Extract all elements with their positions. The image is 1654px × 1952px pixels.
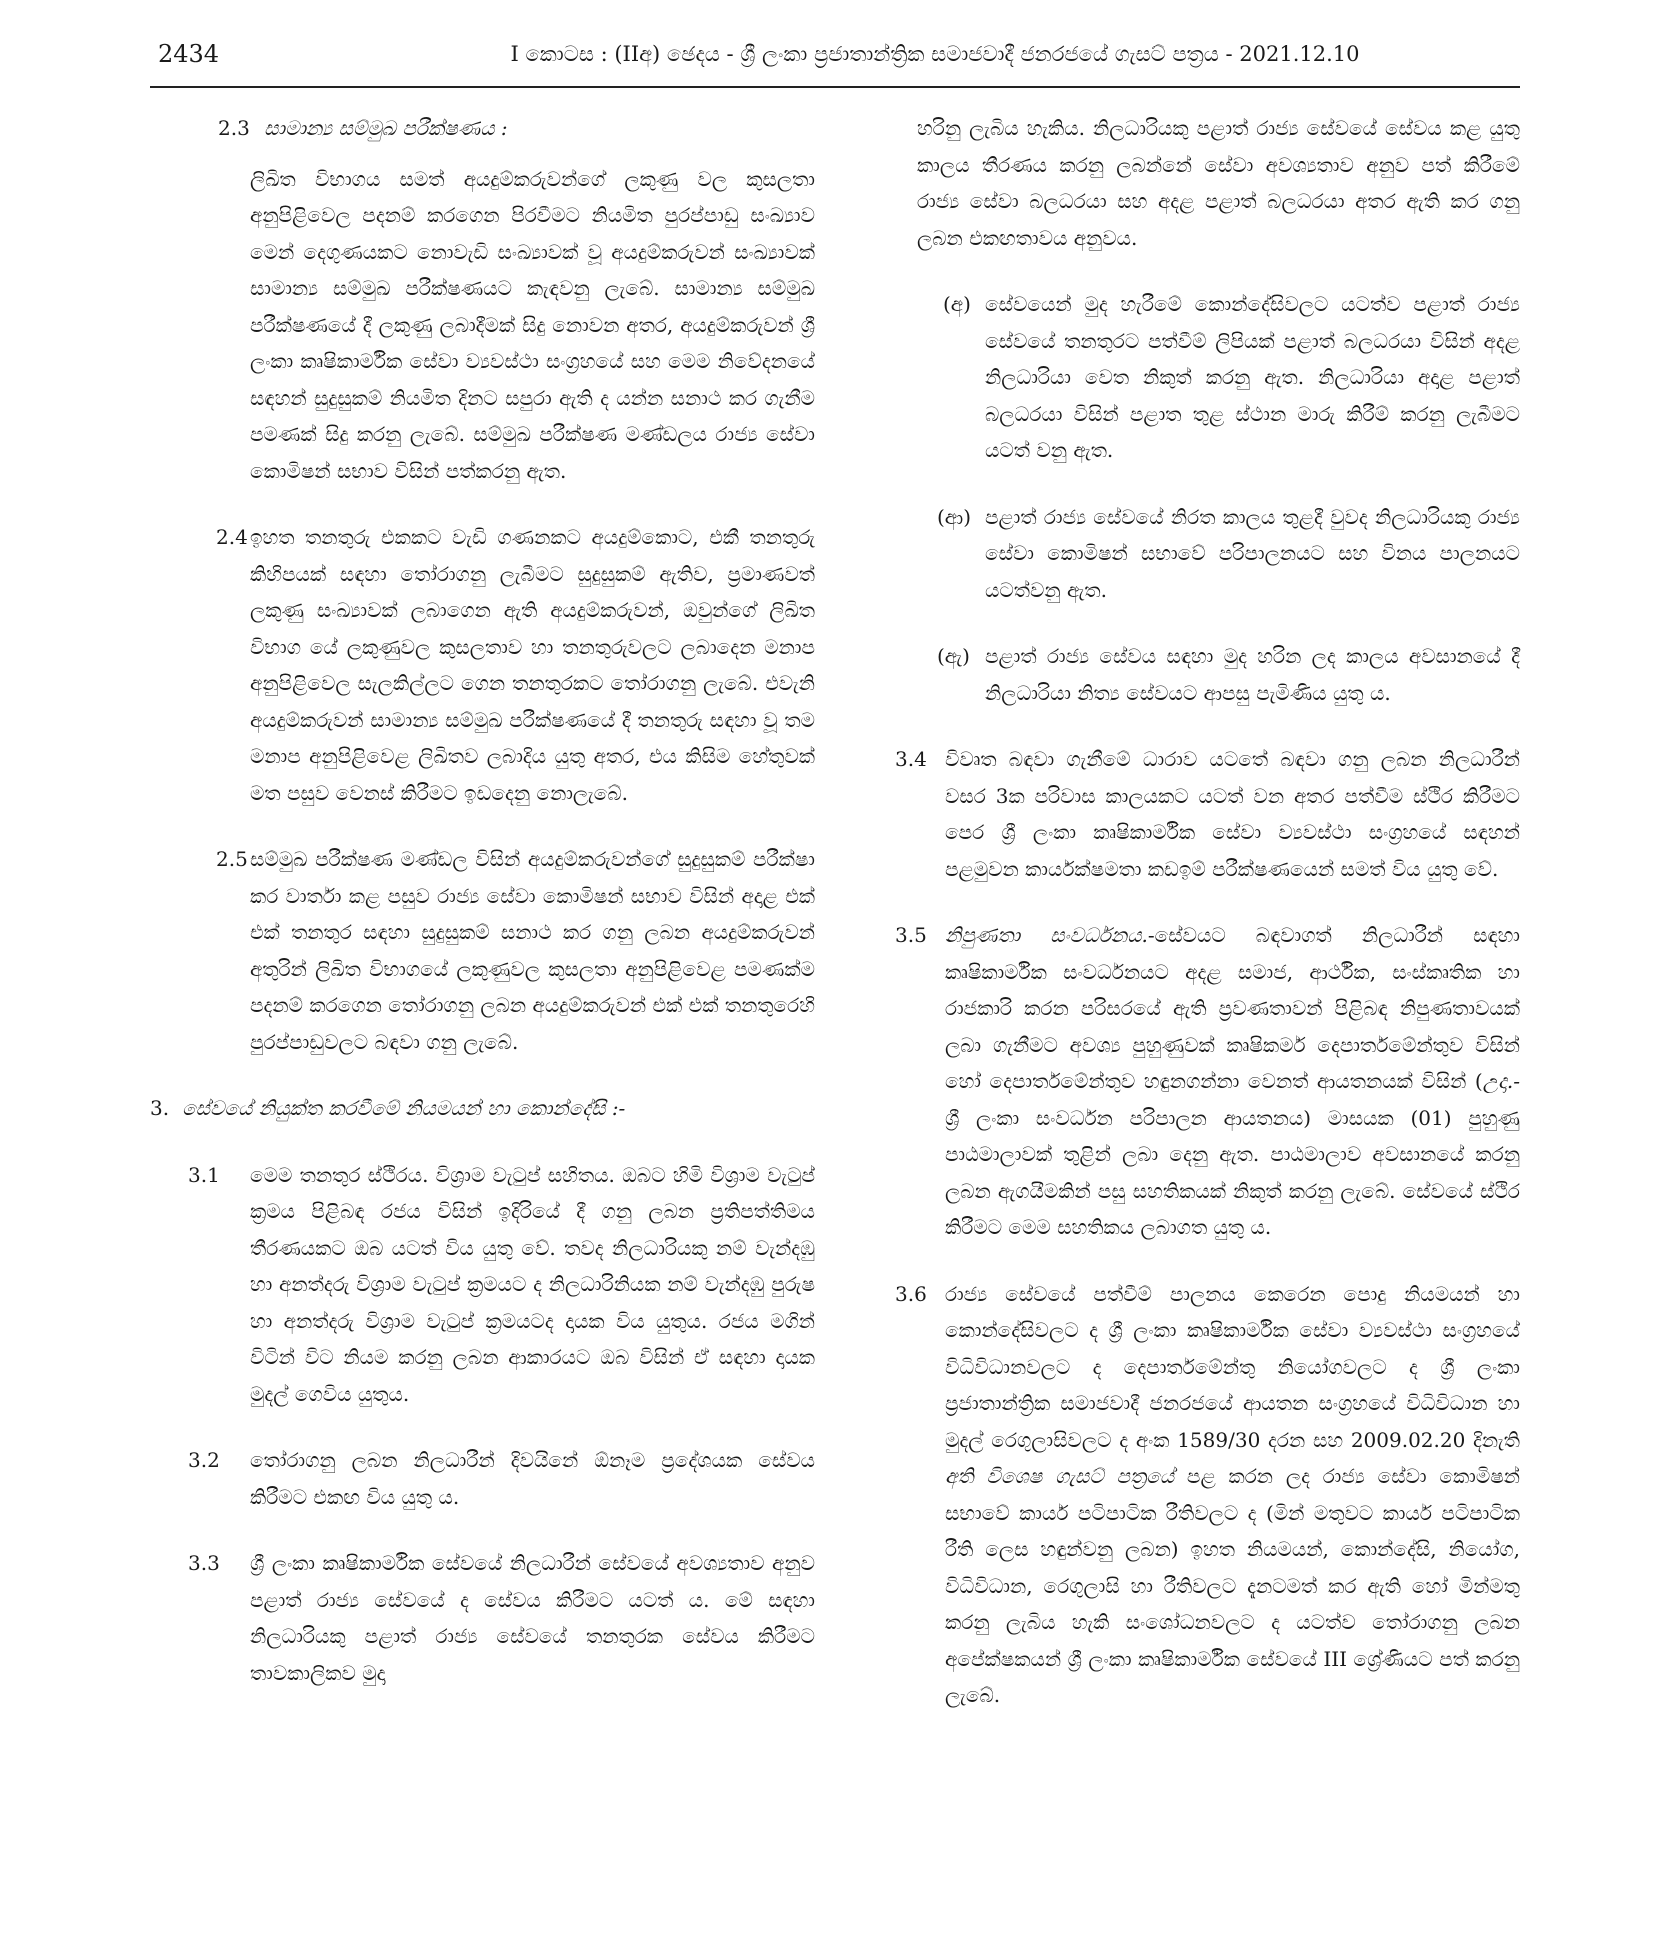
- section-body: හරිනු ලැබිය හැකිය. නිලධාරියකු පළාත් රාජ්‍ය සේවයේ සේවය කළ යුතු කාලය තීරණය කරනු ලබන්නේ සේවා අවශ්‍යතාව අනුව පත් කිරීමේ රාජ්‍ය සේවා බලධරයා සහ අදළ පළාත් බලධරයා අතර ඇති කර ගනු ලබන එකඟතාවය අනුවය.: [917, 116, 1520, 250]
- section-body: [945, 1276, 1520, 1714]
- section-3-6: [895, 1276, 1520, 1714]
- example-label: උදා.-: [1482, 1069, 1520, 1093]
- page-header: [150, 40, 1520, 90]
- section-number: 3.1: [188, 1162, 220, 1187]
- section-title: සාමාන්‍ය සම්මුඛ පරීක්ෂණය :: [264, 116, 508, 140]
- section-text: -සේවයට බඳවාගත් නිලධාරීන් සඳහා කෘෂිකාර්මික සංවර්ධනයට අදළ සමාජ, ආර්ථික, සංස්කෘතික හා රාජකාරි කරන පරිසරයේ ඇති ප්‍රවණතාවන් පිළිබඳ නිපුණතාවයක් ලබා ගැනීමට අවශ්‍ය පුහුණුවක් කෘෂිකර්ම දෙපාර්තමේන්තුව විසින් හෝ දෙපාර්තමේන්තුව හඳුනගන්නා වෙනත් ආයතනයක් විසින් (: [945, 923, 1520, 1093]
- section-number: 3.2: [188, 1448, 220, 1472]
- clause-body: පළාත් රාජ්‍ය සේවයේ නිරත කාලය තුළදී වුවද නිලධාරියකු රාජ්‍ය සේවා කොමිෂන් සභාවේ පරිපාලනයට සහ විනය පාලනයට යටත්වනු ඇත.: [985, 504, 1520, 602]
- section-text-cont: ශ්‍රී ලංකා සංවර්ධන පරිපාලන ආයතනය) මාසයක (01) පුහුණු පාඨමාලාවක් තුළින් ලබා දෙනු ඇත. පාඨමාලාව අවසානයේ කරනු ලබන ඇගයීමකින් පසු සහතිකයක් නිකුත් කරනු ලැබේ. සේවයේ ස්ථිර කිරීමට මෙම සහතිකය ලබාගත යුතු ය.: [945, 1105, 1520, 1239]
- section-title: නිපුණතා සංවර්ධනය.: [945, 923, 1148, 947]
- section-title: සේවයේ නියුක්ත කරවීමේ නියමයන් හා කොන්දේසි :-: [182, 1096, 626, 1120]
- section-2-3-heading: [150, 110, 815, 147]
- section-text: රාජ්‍ය සේවයේ පත්වීම් පාලනය කෙරෙන පොදු නියමයන් හා කොන්දේසිවලට ද ශ්‍රී ලංකා කෘෂිකාර්මික සේවා ව්‍යවස්ථා සංග්‍රහයේ විධිවිධානවලට ද දෙපාර්තමේන්තු නියෝගවලට ද ශ්‍රී ලංකා ප්‍රජාතාන්ත්‍රික සමාජවාදී ජනරජයේ ආයතන සංග්‍රහයේ විධිවිධාන හා මුදල් රෙගුලාසිවලට ද අංක 1589/30 දරන සහ 2009.02.20 දිනැති: [945, 1281, 1520, 1452]
- section-body: ලිඛිත විභාගය සමත් අයදුම්කරුවන්ගේ ලකුණු වල කුසලතා අනුපිළිවෙල පදනම් කරගෙන පිරවීමට නියමිත පුරප්පාඩු සංඛ්‍යාව මෙන් දෙගුණයකට නොවැඩි සංඛ්‍යාවක් වූ අයදුම්කරුවන් සංඛ්‍යාවක් සාමාන්‍ය සම්මුඛ පරීක්ෂණයට කැඳවනු ලැබේ. සාමාන්‍ය සම්මුඛ පරීක්ෂණයේ දී ලකුණු ලබාදීමක් සිදු නොවන අතර, අයදුම්කරුවන් ශ්‍රී ලංකා කෘෂිකාර්මික සේවා ව්‍යවස්ථා සංග්‍රහයේ සහ මෙම නිවේදනයේ සඳහන් සුදුසුකම් නියමිත දිනට සපුරා ඇති ද යන්න සනාථ කර ගැනීම පමණක් සිදු කරනු ලැබේ. සම්මුඛ පරීක්ෂණ මණ්ඩලය රාජ්‍ය සේවා කොමිෂන් සභාව විසින් පත්කරනු ඇත.: [250, 166, 815, 483]
- section-body: තෝරාගනු ලබන නිලධාරීන් දිවයිනේ ඕනෑම ප්‍රදේශයක සේවය කිරීමට එකඟ විය යුතු ය.: [250, 1448, 815, 1509]
- section-number: 3.3: [188, 1551, 220, 1575]
- clause-a: [895, 286, 1520, 469]
- section-number: 3.4: [895, 747, 927, 771]
- section-body: ඉහත තනතුරු එකකට වැඩි ගණනකට අයදුම්කොට, එකී තනතුරු කිහිපයක් සඳහා තෝරාගනු ලැබීමට සුදුසුකම් ඇතිව, ප්‍රමාණවත් ලකුණු සංඛ්‍යාවක් ලබාගෙන ඇති අයදුම්කරුවන්, ඔවුන්ගේ ලිඛිත විභාග යේ ලකුණුවල කුසලතාව හා තනතුරුවලට ලබාදෙන මනාප අනුපිළිවෙල සැලකිල්ලට ගෙන තනතුරකට තෝරාගනු ලැබේ. එවැනි අයදුම්කරුවන් සාමාන්‍ය සම්මුඛ පරීක්ෂණයේ දී තනතුරු සඳහා වූ තම මනාප අනුපිළිවෙළ ලිඛිතව ලබාදිය යුතු අතර, එය කිසිම හේතුවක් මත පසුව වෙනස් කිරීමට ඉඩදෙනු නොලැබේ.: [250, 525, 815, 805]
- clause-label: (අ): [943, 292, 971, 316]
- section-body: ශ්‍රී ලංකා කෘෂිකාර්මික සේවයේ නිලධාරීන් සේවයේ අවශ්‍යතාව අනුව පළාත් රාජ්‍ය සේවයේ ද සේවය කිරීමට යටත් ය. මේ සඳහා නිලධාරියකු පළාත් රාජ්‍ය සේවයේ තනතුරක සේවය කිරීමට තාවකාලිකව මුදා: [250, 1551, 815, 1685]
- section-body: සම්මුඛ පරීක්ෂණ මණ්ඩල විසින් අයදුම්කරුවන්ගේ සුදුසුකම් පරීක්ෂා කර වාර්තා කළ පසුව රාජ්‍ය සේවා කොමිෂන් සභාව විසින් අදාළ එක් එක් තනතුර සඳහා සුදුසුකම් සනාථ කර ගනු ලබන අයදුම්කරුවන් අතුරින් ලිඛිත විභාගයේ ලකුණුවල කුසලතා අනුපිළිවෙළ පමණක්ම පදනම් කරගෙන තෝරාගනු ලබන අයදුම්කරුවන් එක් එක් තනතුරෙහි පුරප්පාඩුවලට බඳවා ගනු ලැබේ.: [250, 847, 815, 1054]
- section-3-3-continued: [895, 110, 1520, 256]
- clause-aa: [895, 499, 1520, 609]
- section-3-heading: [150, 1090, 815, 1127]
- section-number: 2.4: [216, 525, 248, 549]
- clause-ae: [895, 638, 1520, 711]
- section-body: [945, 917, 1520, 1246]
- section-number: 2.5: [216, 847, 248, 871]
- section-body: මෙම තනතුර ස්ථිරය. විශ්‍රාම වැටුප් සහිතය. ඔබට හිමි විශ්‍රාම වැටුප් ක්‍රමය පිළිබඳ රජය විසින් ඉදිරියේ දී ගනු ලබන ප්‍රතිපත්තිමය තීරණයකට ඔබ යටත් විය යුතු වේ. තවද නිලධාරියකු නම් වැන්දඹු හා අනත්දරු විශ්‍රාම වැටුප් ක්‍රමයට ද නිලධාරිනියක නම් වැන්දඹු පුරුෂ හා අනත්දරු විශ්‍රාම වැටුප් ක්‍රමයටද දායක විය යුතුය. රජය මගින් විටින් විට නියම කරනු ලබන ආකාරයට ඔබ විසින් ඒ සඳහා දායක මුදල් ගෙවිය යුතුය.: [250, 1162, 815, 1406]
- clause-label: (ඇ): [937, 644, 970, 668]
- section-number: 2.3: [218, 116, 250, 140]
- section-3-3: [150, 1545, 815, 1691]
- header-rule: [150, 86, 1520, 88]
- section-3-2: [150, 1442, 815, 1515]
- right-column: [895, 110, 1520, 1714]
- section-number: 3.: [150, 1096, 170, 1120]
- section-2-4: [150, 519, 815, 811]
- section-2-3: [150, 161, 815, 490]
- section-3-4: [895, 741, 1520, 887]
- section-3-1: [150, 1157, 815, 1413]
- section-3-5: [895, 917, 1520, 1246]
- page-number: 2434: [158, 40, 220, 68]
- section-text-cont: පළ කරන ලද රාජ්‍ය සේවා කොමිෂන් සභාවේ කාර්ය පටිපාටික රීතිවලට ද (මින් මතුවට කාර්ය පටිපාටික රීති ලෙස හඳුන්වනු ලබන) ඉහත නියමයන්, කොන්දේසි, නියෝග, විධිවිධාන, රෙගුලාසි හා රීතිවලට දැනටමත් කර ඇති හෝ මින්මතු කරනු ලැබිය හැකි සංශෝධනවලට ද යටත්ව තෝරාගනු ලබන අපේක්ෂකයන් ශ්‍රී ලංකා කෘෂිකාර්මික සේවයේ III ශ්‍රේණියට පත් කරනු ලැබේ.: [945, 1464, 1520, 1707]
- gazette-ref: අති විශෙෂ ගැසට් පත්‍රයේ: [945, 1464, 1175, 1488]
- clause-body: සේවයෙන් මුද හැරීමේ කොන්දේසිවලට යටත්ව පළාත් රාජ්‍ය සේවයේ තනතුරට පත්වීම් ලිපියක් පළාත් බලධරයා විසින් අදළ නිලධාරියා වෙත නිකුත් කරනු ඇත. නිලධාරියා අදාළ පළාත් බලධරයා විසින් පළාත තුළ ස්ථාන මාරු කිරීම් කරනු ලැබීමට යටත් වනු ඇත.: [985, 292, 1520, 462]
- gazette-title: I කොටස : (IIඅ) ඡෙදය - ශ්‍රී ලංකා ප්‍රජාතාන්ත්‍රික සමාජවාදී ජනරජයේ ගැසට් පත්‍රය - 2021.12.10: [510, 42, 1360, 66]
- left-column: [150, 110, 815, 1691]
- section-2-5: [150, 841, 815, 1060]
- section-number: 3.6: [895, 1281, 927, 1306]
- clause-body: පළාත් රාජ්‍ය සේවය සඳහා මුද හරින ලද කාලය අවසානයේ දී නිලධාරියා නිත්‍ය සේවයට ආපසු පැමිණිය යුතු ය.: [985, 644, 1520, 705]
- clause-label: (ආ): [937, 504, 972, 529]
- section-number: 3.5: [895, 923, 927, 947]
- section-body: විවෘත බඳවා ගැනීමේ ධාරාව යටතේ බඳවා ගනු ලබන නිලධාරීන් වසර 3ක පරිවාස කාලයකට යටත් වන අතර පත්වීම ස්ථිර කිරීමට පෙර ශ්‍රී ලංකා කෘෂිකාර්මික සේවා ව්‍යවස්ථා සංග්‍රහයේ සඳහන් පළමුවන කාර්යක්ෂමතා කඩඉම් පරීක්ෂණයෙන් සමත් විය යුතු වේ.: [945, 747, 1520, 881]
